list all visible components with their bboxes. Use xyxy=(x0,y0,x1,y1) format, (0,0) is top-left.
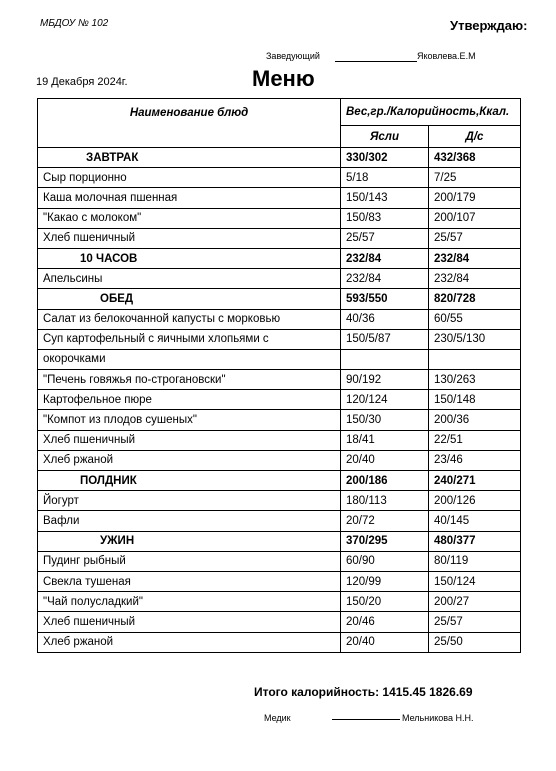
dish-name-cell: окорочками xyxy=(38,349,341,369)
table-row xyxy=(38,329,521,349)
menu-table xyxy=(37,98,521,653)
column-header-kindergarten: Д/с xyxy=(429,126,521,148)
nursery-value-cell: 40/36 xyxy=(341,309,429,329)
kindergarten-value-cell: 25/57 xyxy=(429,228,521,248)
dish-name-cell: Сыр порционно xyxy=(38,168,341,188)
nursery-value-cell: 180/113 xyxy=(341,491,429,511)
nursery-value-cell xyxy=(341,349,429,369)
nursery-value-cell: 150/20 xyxy=(341,592,429,612)
dish-name-cell: Свекла тушеная xyxy=(38,571,341,591)
nursery-value-cell: 150/83 xyxy=(341,208,429,228)
table-row xyxy=(38,370,521,390)
kindergarten-value-cell: 150/124 xyxy=(429,571,521,591)
dish-name-cell: ОБЕД xyxy=(38,289,341,309)
table-row xyxy=(38,592,521,612)
dish-name-cell: Вафли xyxy=(38,511,341,531)
signature-line xyxy=(335,61,417,62)
table-row xyxy=(38,228,521,248)
dish-name-cell: Картофельное пюре xyxy=(38,390,341,410)
nursery-value-cell: 120/124 xyxy=(341,390,429,410)
kindergarten-value-cell: 200/126 xyxy=(429,491,521,511)
meal-section-row xyxy=(38,471,521,491)
kindergarten-value-cell: 820/728 xyxy=(429,289,521,309)
table-row xyxy=(38,410,521,430)
kindergarten-value-cell: 432/368 xyxy=(429,148,521,168)
dish-name-cell: ЗАВТРАК xyxy=(38,148,341,168)
table-row xyxy=(38,571,521,591)
table-row xyxy=(38,168,521,188)
table-row xyxy=(38,430,521,450)
nursery-value-cell: 232/84 xyxy=(341,269,429,289)
dish-name-cell: Хлеб пшеничный xyxy=(38,430,341,450)
kindergarten-value-cell: 200/107 xyxy=(429,208,521,228)
dish-name-cell: 10 ЧАСОВ xyxy=(38,248,341,268)
nursery-value-cell: 20/40 xyxy=(341,632,429,652)
kindergarten-value-cell: 23/46 xyxy=(429,450,521,470)
table-row xyxy=(38,491,521,511)
menu-table-body xyxy=(38,148,521,653)
dish-name-cell: Хлеб ржаной xyxy=(38,450,341,470)
nursery-value-cell: 20/72 xyxy=(341,511,429,531)
kindergarten-value-cell: 22/51 xyxy=(429,430,521,450)
dish-name-cell: ПОЛДНИК xyxy=(38,471,341,491)
nursery-value-cell: 370/295 xyxy=(341,531,429,551)
kindergarten-value-cell: 200/179 xyxy=(429,188,521,208)
table-row xyxy=(38,188,521,208)
approve-label: Утверждаю: xyxy=(450,18,528,33)
head-role-label: Заведующий xyxy=(266,51,320,61)
kindergarten-value-cell: 60/55 xyxy=(429,309,521,329)
dish-name-cell: Пудинг рыбный xyxy=(38,551,341,571)
dish-name-cell: Йогурт xyxy=(38,491,341,511)
nursery-value-cell: 232/84 xyxy=(341,248,429,268)
table-row xyxy=(38,551,521,571)
column-header-dish: Наименование блюд xyxy=(38,99,341,148)
kindergarten-value-cell xyxy=(429,349,521,369)
nursery-value-cell: 150/143 xyxy=(341,188,429,208)
kindergarten-value-cell: 25/50 xyxy=(429,632,521,652)
nursery-value-cell: 593/550 xyxy=(341,289,429,309)
nursery-value-cell: 90/192 xyxy=(341,370,429,390)
kindergarten-value-cell: 130/263 xyxy=(429,370,521,390)
nursery-value-cell: 120/99 xyxy=(341,571,429,591)
signature-line xyxy=(332,719,400,720)
column-header-nursery: Ясли xyxy=(341,126,429,148)
nursery-value-cell: 60/90 xyxy=(341,551,429,571)
kindergarten-value-cell: 150/148 xyxy=(429,390,521,410)
dish-name-cell: "Чай полусладкий" xyxy=(38,592,341,612)
dish-name-cell: Салат из белокочанной капусты с морковью xyxy=(38,309,341,329)
medic-role-label: Медик xyxy=(264,713,291,723)
total-calories: Итого калорийность: 1415.45 1826.69 xyxy=(254,685,473,699)
table-row xyxy=(38,269,521,289)
organization-name: МБДОУ № 102 xyxy=(40,18,109,29)
kindergarten-value-cell: 232/84 xyxy=(429,269,521,289)
table-row xyxy=(38,632,521,652)
dish-name-cell: "Печень говяжья по-строгановски" xyxy=(38,370,341,390)
table-row xyxy=(38,612,521,632)
column-header-weight: Вес,гр./Калорийность,Ккал. xyxy=(341,99,521,126)
dish-name-cell: Каша молочная пшенная xyxy=(38,188,341,208)
kindergarten-value-cell: 40/145 xyxy=(429,511,521,531)
kindergarten-value-cell: 7/25 xyxy=(429,168,521,188)
medic-name: Мельникова Н.Н. xyxy=(402,713,474,723)
nursery-value-cell: 330/302 xyxy=(341,148,429,168)
table-row xyxy=(38,349,521,369)
dish-name-cell: Хлеб ржаной xyxy=(38,632,341,652)
nursery-value-cell: 150/30 xyxy=(341,410,429,430)
kindergarten-value-cell: 230/5/130 xyxy=(429,329,521,349)
table-row xyxy=(38,208,521,228)
meal-section-row xyxy=(38,289,521,309)
dish-name-cell: Суп картофельный с яичными хлопьями с xyxy=(38,329,341,349)
menu-date: 19 Декабря 2024г. xyxy=(36,76,128,88)
meal-section-row xyxy=(38,248,521,268)
dish-name-cell: "Компот из плодов сушеных" xyxy=(38,410,341,430)
nursery-value-cell: 5/18 xyxy=(341,168,429,188)
nursery-value-cell: 25/57 xyxy=(341,228,429,248)
table-row xyxy=(38,450,521,470)
kindergarten-value-cell: 480/377 xyxy=(429,531,521,551)
kindergarten-value-cell: 200/36 xyxy=(429,410,521,430)
nursery-value-cell: 200/186 xyxy=(341,471,429,491)
kindergarten-value-cell: 200/27 xyxy=(429,592,521,612)
head-name: Яковлева.Е.М xyxy=(417,51,476,61)
nursery-value-cell: 20/40 xyxy=(341,450,429,470)
table-row xyxy=(38,390,521,410)
table-row xyxy=(38,309,521,329)
kindergarten-value-cell: 25/57 xyxy=(429,612,521,632)
meal-section-row xyxy=(38,531,521,551)
page-title: Меню xyxy=(252,66,315,91)
table-row xyxy=(38,511,521,531)
nursery-value-cell: 18/41 xyxy=(341,430,429,450)
nursery-value-cell: 20/46 xyxy=(341,612,429,632)
dish-name-cell: Апельсины xyxy=(38,269,341,289)
nursery-value-cell: 150/5/87 xyxy=(341,329,429,349)
dish-name-cell: "Какао с молоком" xyxy=(38,208,341,228)
dish-name-cell: УЖИН xyxy=(38,531,341,551)
meal-section-row xyxy=(38,148,521,168)
kindergarten-value-cell: 232/84 xyxy=(429,248,521,268)
kindergarten-value-cell: 240/271 xyxy=(429,471,521,491)
dish-name-cell: Хлеб пшеничный xyxy=(38,612,341,632)
kindergarten-value-cell: 80/119 xyxy=(429,551,521,571)
dish-name-cell: Хлеб пшеничный xyxy=(38,228,341,248)
